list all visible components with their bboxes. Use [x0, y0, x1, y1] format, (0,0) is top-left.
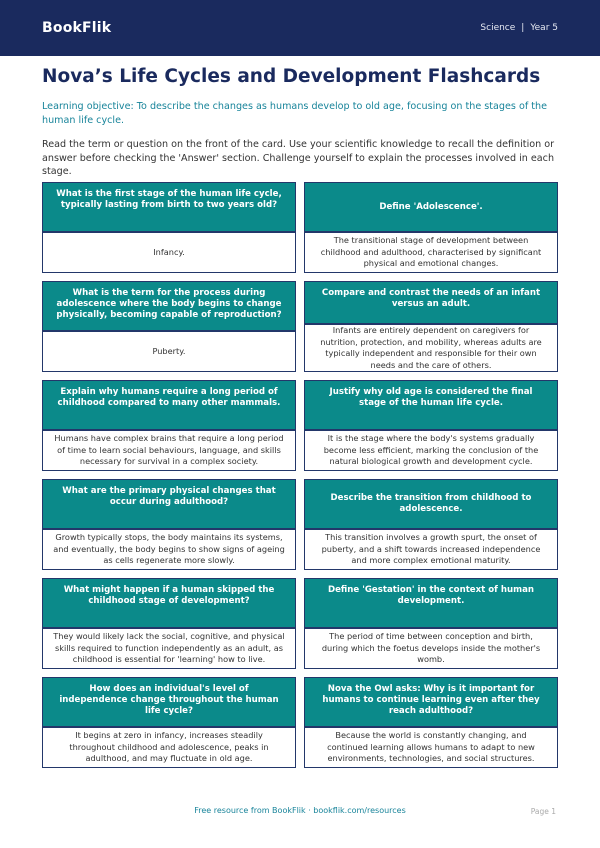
- flashcard-answer: It begins at zero in infancy, increases steadily throughout childhood and adolescence, peaks in adulthood, and may fluctuate in old age.: [69, 730, 269, 764]
- flashcard-question: Nova the Owl asks: Why is it important for humans to continue learning even after they reach adulthood?: [305, 678, 557, 728]
- instructions: Read the term or question on the front of the card. Use your scientific knowledge to recall the definition or answer before checking the 'Answer' section. Challenge yourself to explain the processes involved in each stage.: [42, 139, 555, 177]
- flashcard-answer: Infancy.: [153, 246, 185, 257]
- flashcard-question: Justify why old age is considered the final stage of the human life cycle.: [305, 381, 557, 431]
- flashcard[interactable]: [42, 182, 296, 273]
- flashcard[interactable]: [304, 578, 558, 669]
- flashcard[interactable]: [304, 281, 558, 372]
- brand-logo[interactable]: BookFlik: [42, 20, 112, 36]
- flashcard-answer: Infants are entirely dependent on caregivers for nutrition, protection, and mobility, whereas adults are typically independent and responsible for their own needs and the care of others.: [320, 325, 542, 370]
- flashcard[interactable]: [42, 380, 296, 471]
- top-banner: [0, 0, 600, 56]
- flashcard-question: Compare and contrast the needs of an infant versus an adult.: [305, 282, 557, 325]
- flashcard-answer: The transitional stage of development between childhood and adulthood, characterised by significant physical and emotional changes.: [320, 235, 542, 269]
- flashcard-answer: Humans have complex brains that require a long period of time to learn social behaviours, language, and skills necessary for survival in a complex society.: [54, 433, 284, 467]
- subject-breadcrumb: [480, 23, 558, 33]
- flashcard-question: Describe the transition from childhood to adolescence.: [305, 480, 557, 530]
- flashcard[interactable]: [42, 281, 296, 372]
- flashcard-answer: They would likely lack the social, cognitive, and physical skills required to function independently as an adult, as childhood is essential for 'learning' how to live.: [53, 631, 285, 665]
- flashcard-question: What is the term for the process during adolescence where the body begins to change physically, becoming capable of reproduction?: [43, 282, 295, 332]
- flashcard-question: Explain why humans require a long period of childhood compared to many other mammals.: [43, 381, 295, 431]
- subject-label: Science: [480, 23, 516, 33]
- flashcard-grid: [42, 182, 558, 768]
- flashcard-question: How does an individual's level of independence change throughout the human life cycle?: [43, 678, 295, 728]
- page-number: Page 1: [530, 807, 556, 816]
- flashcard-answer: Puberty.: [152, 345, 186, 356]
- flashcard-answer: Growth typically stops, the body maintains its systems, and eventually, the body begins to show signs of ageing as cells regenerate more slowly.: [53, 532, 285, 566]
- flashcard-answer: Because the world is constantly changing, and continued learning allows humans to adapt to new environments, technologies, and social structures.: [327, 730, 535, 764]
- flashcard-answer: It is the stage where the body's systems gradually become less efficient, marking the conclusion of the natural biological growth and development cycle.: [323, 433, 539, 467]
- page-title: Nova’s Life Cycles and Development Flashcards: [42, 66, 541, 87]
- flashcard[interactable]: [42, 479, 296, 570]
- breadcrumb-separator: |: [521, 23, 525, 33]
- learning-objective: Learning objective: To describe the changes as humans develop to old age, focusing on the stages of the human life cycle.: [42, 101, 548, 126]
- flashcard-question: Define 'Gestation' in the context of human development.: [305, 579, 557, 629]
- flashcard[interactable]: [304, 182, 558, 273]
- flashcard-answer: This transition involves a growth spurt, the onset of puberty, and a shift towards increased independence and more complex emotional maturity.: [321, 532, 541, 566]
- flashcard[interactable]: [42, 578, 296, 669]
- flashcard[interactable]: [304, 479, 558, 570]
- flashcard-question: What might happen if a human skipped the childhood stage of development?: [43, 579, 295, 629]
- flashcard[interactable]: [42, 677, 296, 768]
- flashcard[interactable]: [304, 677, 558, 768]
- flashcard-question: What are the primary physical changes that occur during adulthood?: [43, 480, 295, 530]
- flashcard-question: Define 'Adolescence'.: [305, 183, 557, 233]
- flashcard-question: What is the first stage of the human life cycle, typically lasting from birth to two years old?: [43, 183, 295, 233]
- footer-resource-link[interactable]: Free resource from BookFlik · bookflik.com/resources: [194, 806, 406, 815]
- flashcard-answer: The period of time between conception and birth, during which the foetus develops inside the mother's womb.: [321, 631, 541, 665]
- page-footer: [0, 806, 600, 820]
- flashcard[interactable]: [304, 380, 558, 471]
- year-label: Year 5: [530, 23, 558, 33]
